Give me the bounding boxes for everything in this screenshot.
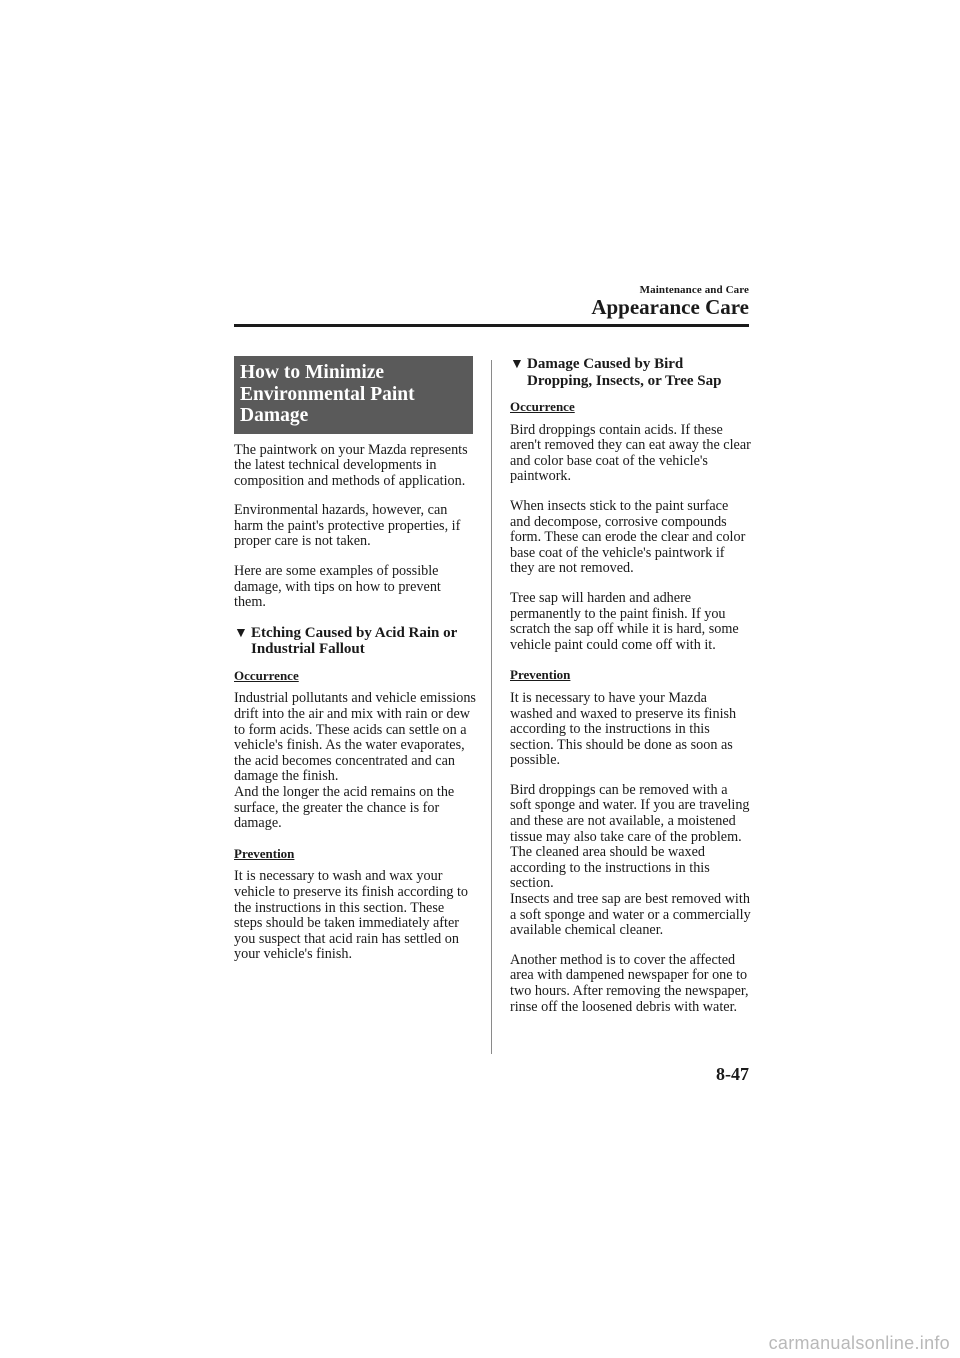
occurrence-paragraphs [234, 691, 474, 831]
subheading-line: Industrial Fallout [251, 641, 365, 658]
prevention-paragraphs [510, 691, 750, 1015]
text-line: paintwork. [510, 468, 572, 485]
text-line: composition and methods of application. [234, 472, 466, 489]
text-line: Industrial pollutants and vehicle emissions [234, 690, 476, 707]
text-line: to form acids. These acids can settle on a [234, 721, 467, 738]
subheading-line: Etching Caused by Acid Rain or [251, 624, 458, 641]
text-line: permanently to the paint finish. If you [510, 605, 726, 622]
paragraph [234, 564, 474, 611]
text-line: The paintwork on your Mazda represents [234, 441, 468, 458]
paragraph [510, 499, 750, 577]
prevention-paragraphs [234, 869, 474, 963]
chapter-label: Maintenance and Care [639, 284, 749, 296]
prevention-label: Prevention [234, 845, 295, 861]
text-line: vehicle paint could come off with it. [510, 636, 716, 653]
text-line: form. These can erode the clear and color [510, 529, 746, 546]
occurrence-label: Occurrence [234, 667, 299, 683]
paragraph [510, 691, 750, 769]
text-line: the acid becomes concentrated and can [234, 752, 455, 769]
prevention-label: Prevention [510, 667, 571, 683]
text-line: scratch the sap off while it is hard, some [510, 621, 739, 638]
text-line: area with dampened newspaper for one to [510, 967, 748, 984]
paragraph [234, 691, 474, 831]
section-title-line: Environmental Paint [240, 383, 415, 405]
header-rule [234, 324, 749, 327]
text-line: The cleaned area should be waxed [510, 844, 705, 861]
subheading-line: Damage Caused by Bird [527, 356, 684, 372]
paragraph [234, 503, 474, 550]
text-line: base coat of the vehicle's paintwork if [510, 544, 725, 561]
text-line: your vehicle's finish. [234, 946, 353, 963]
text-line: Bird droppings contain acids. If these [510, 421, 723, 438]
text-line: vehicle's finish. As the water evaporates, [234, 737, 465, 754]
paragraph [510, 423, 750, 485]
section-header-title: Appearance Care [591, 295, 749, 319]
text-line: damage the finish. [234, 768, 339, 785]
text-line: Another method is to cover the affected [510, 951, 736, 968]
subheading-bird-droppings [510, 356, 750, 389]
text-line: according to the instructions in this [510, 721, 710, 738]
text-line: damage, with tips on how to prevent [234, 578, 441, 595]
triangle-down-icon: ▼ [234, 625, 248, 641]
page-number: 8-47 [716, 1064, 749, 1084]
triangle-down-icon: ▼ [510, 357, 524, 372]
text-line: section. [510, 875, 554, 892]
text-line: the instructions in this section. These [234, 899, 445, 916]
paragraph [234, 443, 474, 490]
text-line: When insects stick to the paint surface [510, 497, 729, 514]
text-line: rinse off the loosened debris with water. [510, 998, 738, 1015]
text-line: and these are not available, a moistened [510, 813, 736, 830]
text-line: And the longer the acid remains on the [234, 784, 455, 800]
left-column [234, 356, 474, 977]
text-line: possible. [510, 752, 561, 769]
text-line: and decompose, corrosive compounds [510, 513, 727, 530]
text-line: drift into the air and mix with rain or dew [234, 706, 471, 723]
text-line: tissue may also take care of the problem. [510, 828, 742, 845]
text-line: It is necessary to have your Mazda [510, 689, 707, 706]
intro-paragraphs [234, 443, 474, 611]
text-line: vehicle to preserve its finish according to [234, 883, 469, 900]
right-column [510, 356, 750, 1029]
text-line: harm the paint's protective properties, if [234, 517, 461, 534]
paragraph [510, 783, 750, 939]
text-line: Bird droppings can be removed with a [510, 781, 728, 798]
text-line: Insects and tree sap are best removed with [510, 891, 750, 908]
text-line: Environmental hazards, however, can [234, 502, 448, 519]
text-line: Tree sap will harden and adhere [510, 589, 692, 606]
text-line: proper care is not taken. [234, 533, 371, 550]
text-line: aren't removed they can eat away the clear [510, 437, 751, 454]
text-line: washed and waxed to preserve its finish [510, 705, 737, 722]
text-line: the latest technical developments in [234, 457, 437, 474]
text-line: according to the instructions in this [510, 859, 710, 876]
section-title-line: How to Minimize [240, 362, 385, 383]
occurrence-paragraphs [510, 423, 750, 654]
occurrence-label: Occurrence [510, 399, 575, 414]
text-line: and color base coat of the vehicle's [510, 452, 708, 469]
text-line: them. [234, 594, 266, 611]
text-line: It is necessary to wash and wax your [234, 868, 443, 885]
paragraph [510, 953, 750, 1015]
watermark: carmanualsonline.info [768, 1333, 950, 1353]
subheading-acid-rain [234, 625, 474, 658]
text-line: a soft sponge and water or a commercially [510, 906, 751, 923]
text-line: soft sponge and water. If you are traveling [510, 797, 750, 814]
paragraph [234, 869, 474, 963]
text-line: two hours. After removing the newspaper, [510, 983, 749, 999]
text-line: steps should be taken immediately after [234, 915, 459, 932]
text-line: you suspect that acid rain has settled on [234, 930, 459, 947]
text-line: they are not removed. [510, 560, 634, 577]
text-line: section. This should be done as soon as [510, 736, 733, 753]
paragraph [510, 591, 750, 653]
text-line: damage. [234, 815, 282, 832]
text-line: surface, the greater the chance is for [234, 799, 440, 816]
text-line: Here are some examples of possible [234, 563, 439, 580]
section-title-line: Damage [240, 405, 309, 426]
section-title-box [234, 356, 473, 434]
column-divider [491, 360, 492, 1054]
subheading-line: Dropping, Insects, or Tree Sap [527, 372, 722, 389]
text-line: available chemical cleaner. [510, 922, 664, 939]
